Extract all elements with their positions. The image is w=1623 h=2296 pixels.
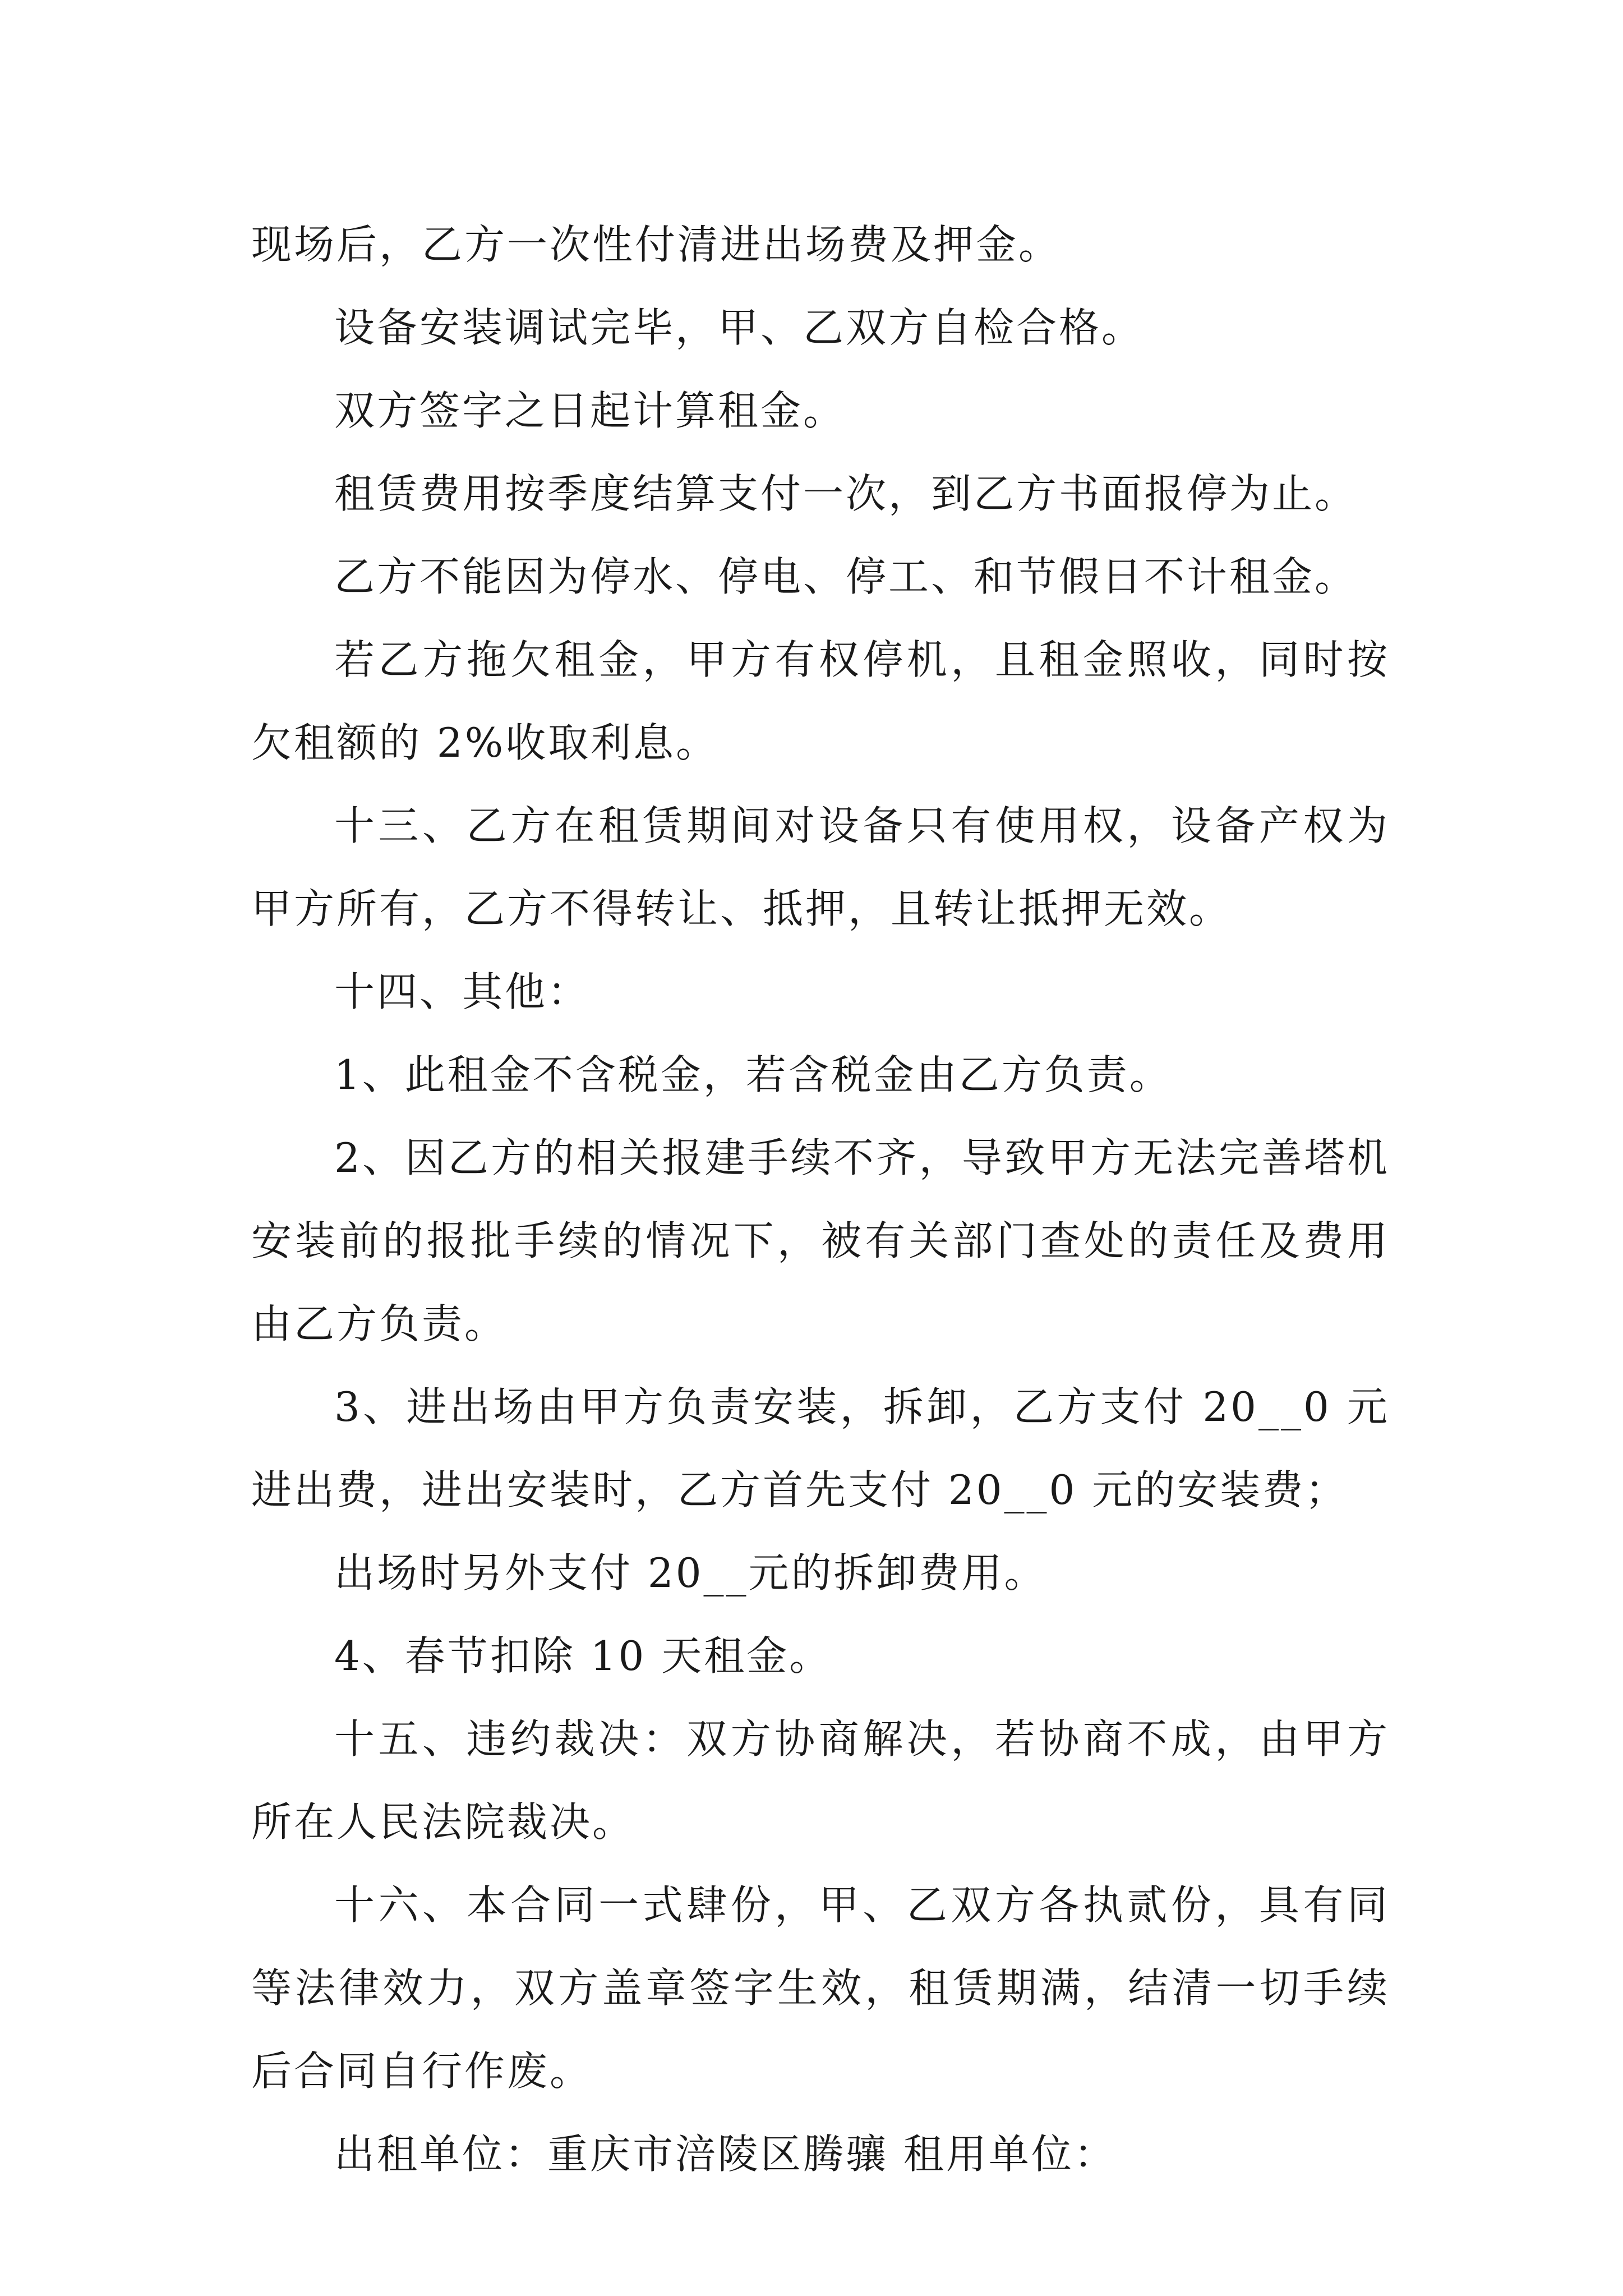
paragraph: 双方签字之日起计算租金。: [334, 387, 846, 434]
paragraph: 乙方不能因为停水、停电、停工、和节假日不计租金。: [334, 553, 1358, 600]
signature-line: 出租单位：重庆市涪陵区腾骧 租用单位：: [334, 2131, 1117, 2178]
clause-13: 十三、乙方在租赁期间对设备只有使用权，设备产权为甲方所有，乙方不得转让、抵押，且转让抵押无效。: [251, 802, 1390, 932]
paragraph: 租赁费用按季度结算支付一次，到乙方书面报停为止。: [334, 470, 1358, 517]
paragraph-continuation: 现场后，乙方一次性付清进出场费及押金。: [251, 221, 1062, 268]
paragraph: 设备安装调试完毕，甲、乙双方自检合格。: [334, 304, 1145, 351]
document-body: [251, 203, 1390, 2196]
clause-14-item-3: 3、进出场由甲方负责安装，拆卸，乙方支付 20__0 元进出费，进出安装时，乙方首先支付 20__0 元的安装费；: [251, 1383, 1390, 1513]
clause-14-item-4: 4、春节扣除 10 天租金。: [334, 1632, 832, 1680]
clause-14-heading: 十四、其他：: [334, 968, 591, 1015]
clause-15: 十五、违约裁决：双方协商解决，若协商不成，由甲方所在人民法院裁决。: [251, 1715, 1390, 1846]
clause-16: 十六、本合同一式肆份，甲、乙双方各执贰份，具有同等法律效力，双方盖章签字生效，租赁期满，结清一切手续后合同自行作废。: [251, 1881, 1390, 2095]
clause-14-item-3-continued: 出场时另外支付 20__元的拆卸费用。: [334, 1549, 1047, 1596]
clause-14-item-1: 1、此租金不含税金，若含税金由乙方负责。: [334, 1051, 1172, 1098]
paragraph: 若乙方拖欠租金，甲方有权停机，且租金照收，同时按欠租额的 2%收取利息。: [251, 636, 1390, 766]
clause-14-item-2: 2、因乙方的相关报建手续不齐，导致甲方无法完善塔机安装前的报批手续的情况下，被有关部门查处的责任及费用由乙方负责。: [251, 1134, 1390, 1347]
